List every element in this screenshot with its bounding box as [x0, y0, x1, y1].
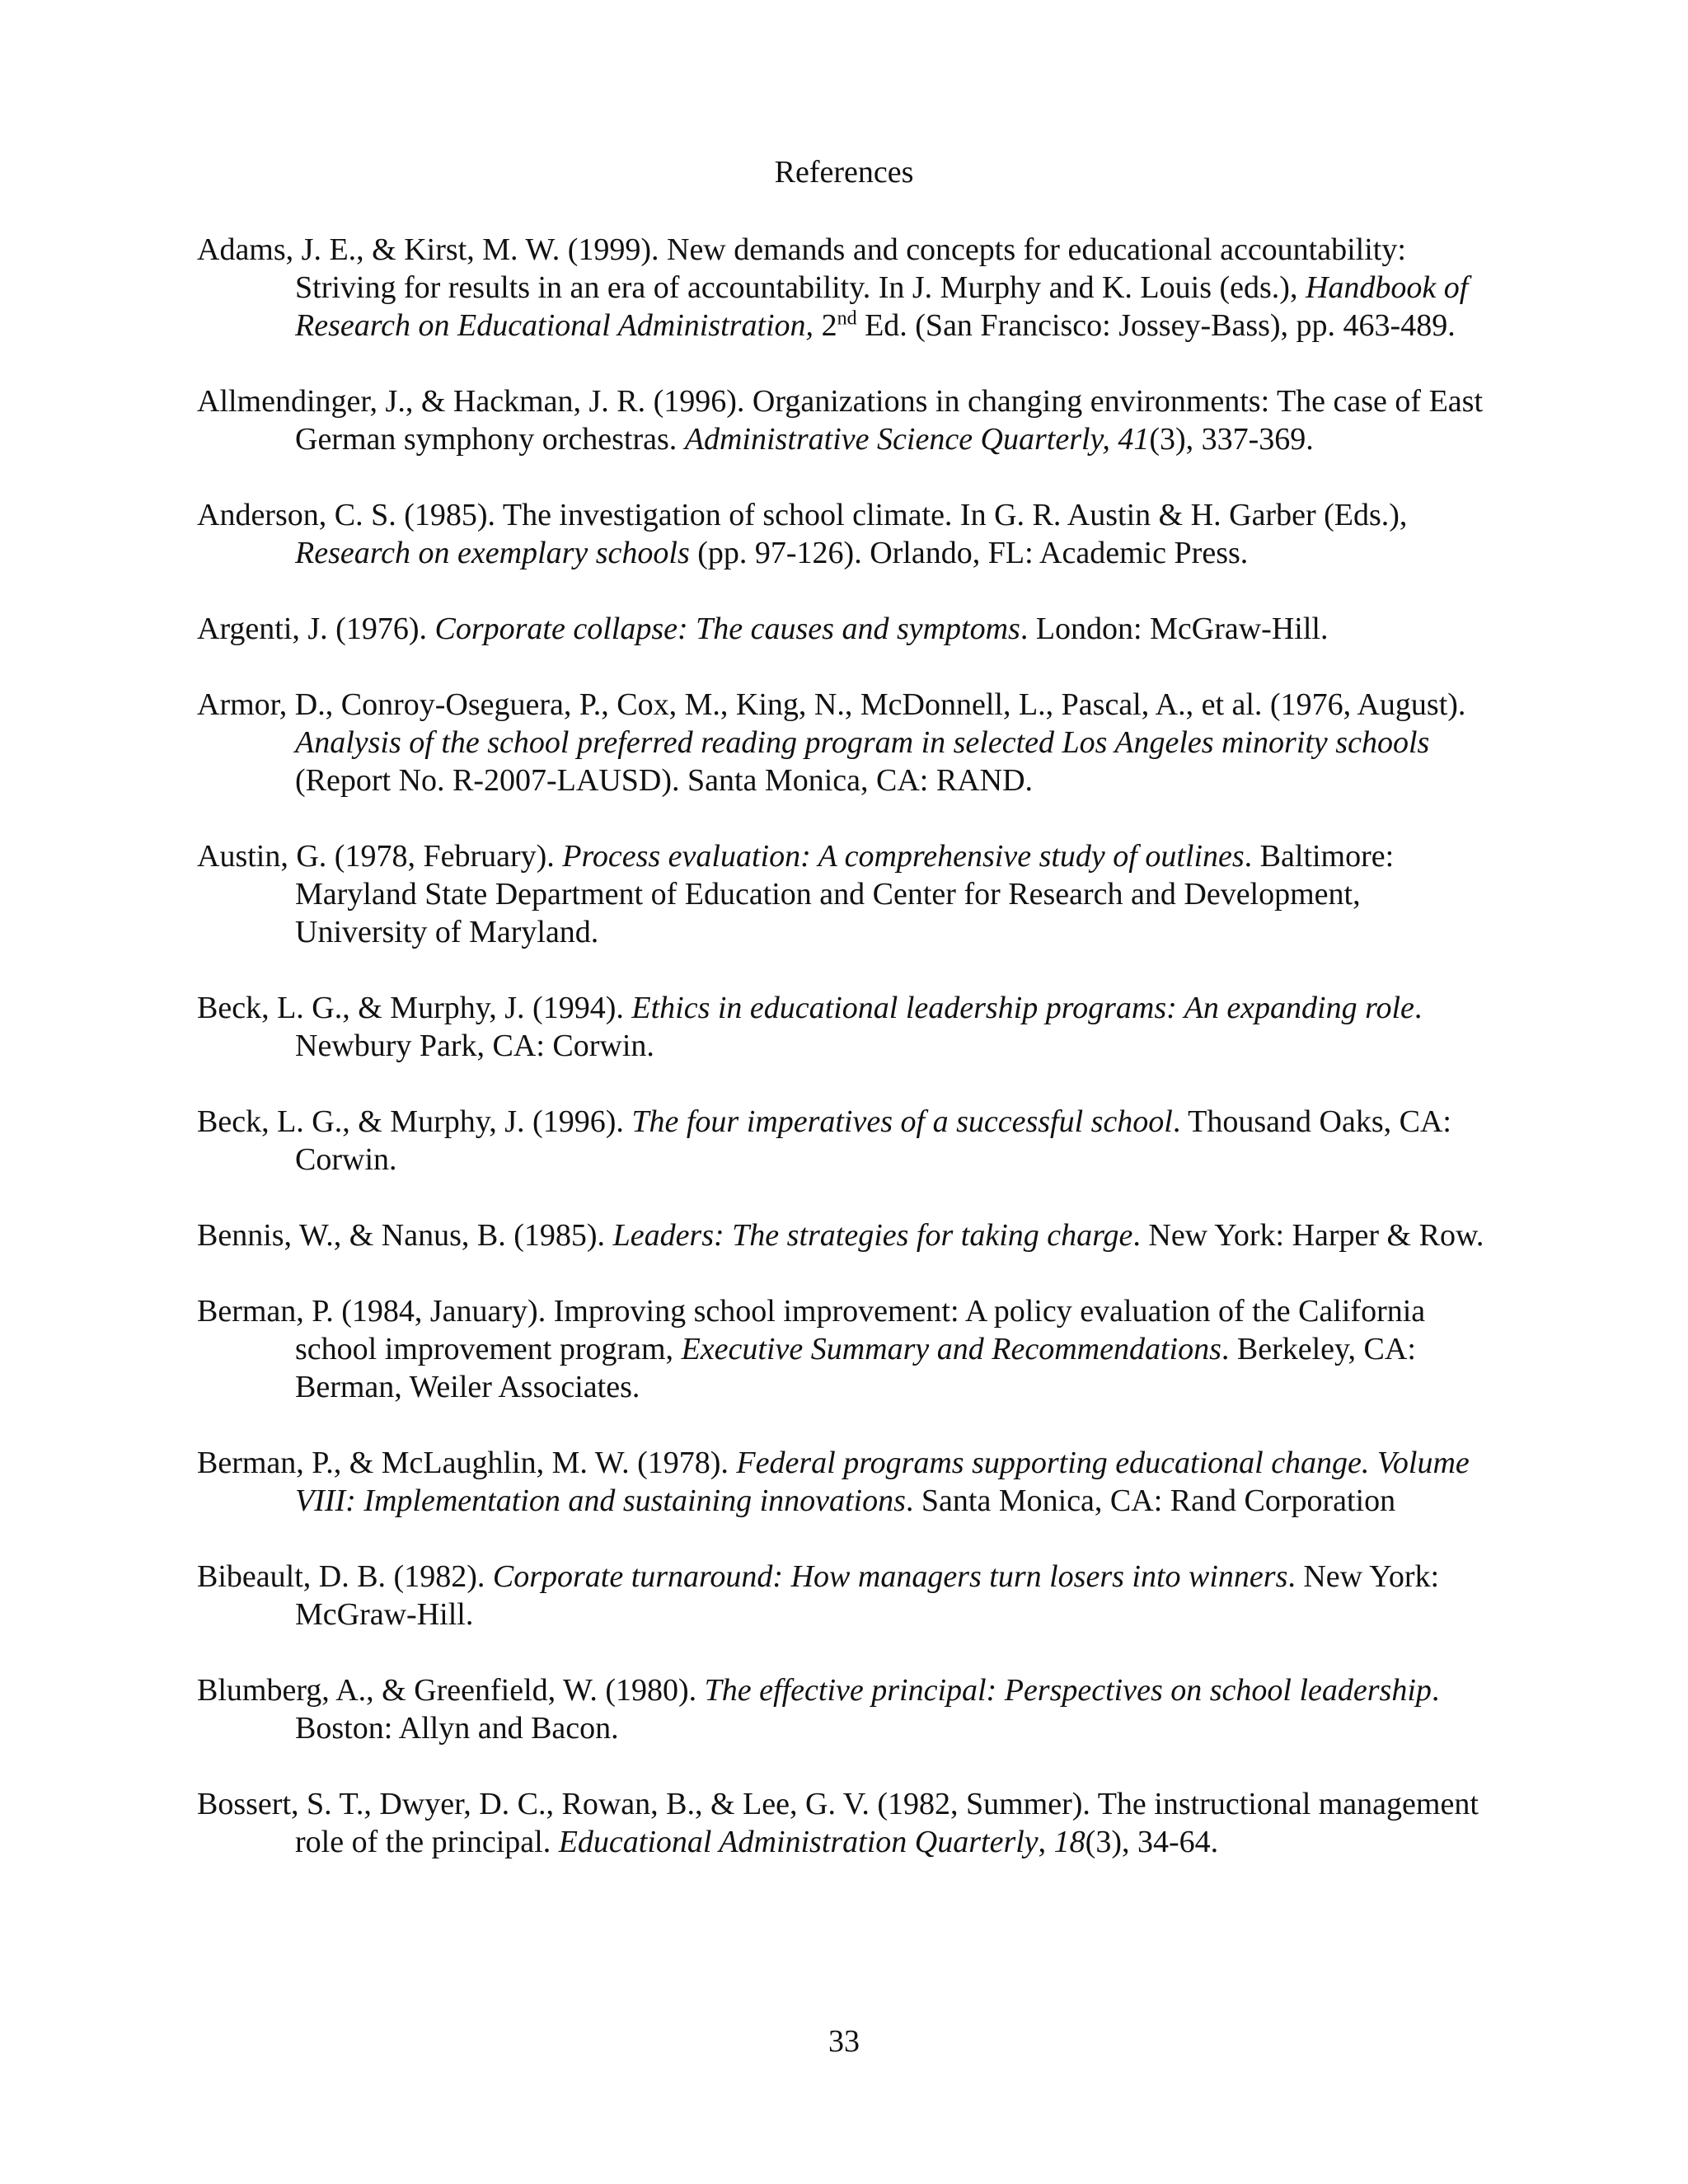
reference-berman-1984 [197, 1292, 1499, 1406]
reference-title-italic: Analysis of the school preferred reading program in selected Los Angeles minority schools [295, 725, 1430, 760]
reference-text: Berman, P., & McLaughlin, M. W. (1978). [197, 1446, 737, 1480]
reference-text: (pp. 97-126). Orlando, FL: Academic Press. [689, 536, 1249, 570]
reference-bennis-nanus-1985 [197, 1216, 1499, 1254]
volume-number-italic: 18 [1053, 1825, 1085, 1859]
reference-text: Austin, G. (1978, February). [197, 839, 563, 874]
reference-text: Blumberg, A., & Greenfield, W. (1980). [197, 1673, 705, 1708]
reference-beck-murphy-1994 [197, 989, 1499, 1065]
reference-argenti-1976 [197, 610, 1499, 648]
reference-text: 2 [814, 308, 837, 343]
reference-text: . Thousand Oaks, CA: Corwin. [295, 1104, 1451, 1177]
reference-text: . Berkeley, CA: Berman, Weiler Associates. [295, 1332, 1416, 1404]
reference-text: , [1038, 1825, 1054, 1859]
reference-text: (Report No. R-2007-LAUSD). Santa Monica, CA: RAND. [295, 763, 1034, 798]
reference-text: . New York: Harper & Row. [1132, 1218, 1484, 1253]
reference-text: . Baltimore: Maryland State Department of Education and Center for Research and Development, University of Maryland. [295, 839, 1395, 949]
reference-title-italic: Ethics in educational leadership programs: An expanding role [631, 991, 1414, 1025]
reference-title-italic: Federal programs supporting educational change. Volume VIII: Implementation and sustaining innovations [295, 1446, 1470, 1518]
reference-title-italic: Leaders: The strategies for taking charge [612, 1218, 1133, 1253]
reference-text: Beck, L. G., & Murphy, J. (1994). [197, 991, 632, 1025]
reference-anderson-1985 [197, 496, 1499, 572]
reference-title-italic: Executive Summary and Recommendations [681, 1332, 1221, 1366]
page-title: References [774, 155, 914, 190]
reference-list [197, 231, 1499, 1861]
page-number: 33 [828, 2024, 860, 2059]
reference-allmendinger-hackman-1996 [197, 382, 1499, 458]
reference-title-italic: Educational Administration Quarterly [558, 1825, 1039, 1859]
reference-text: Bibeault, D. B. (1982). [197, 1559, 493, 1594]
reference-text: Bennis, W., & Nanus, B. (1985). [197, 1218, 613, 1253]
reference-title-italic: Corporate collapse: The causes and symptoms [434, 612, 1020, 646]
reference-text: Allmendinger, J., & Hackman, J. R. (1996). Organizations in changing environments: The case of East German symphony orchestras. [197, 384, 1484, 457]
reference-bossert-1982 [197, 1785, 1499, 1861]
reference-title-italic: The effective principal: Perspectives on school leadership [704, 1673, 1432, 1708]
reference-bibeault-1982 [197, 1558, 1499, 1633]
reference-title-italic: Corporate turnaround: How managers turn losers into winners [492, 1559, 1288, 1594]
reference-title-italic: Administrative Science Quarterly, 41 [684, 422, 1150, 457]
reference-text: Beck, L. G., & Murphy, J. (1996). [197, 1104, 632, 1139]
reference-title-italic: Handbook of Research on Educational Administration, [295, 270, 1469, 343]
reference-title-italic: Research on exemplary schools [295, 536, 690, 570]
reference-title-italic: The four imperatives of a successful school [631, 1104, 1173, 1139]
reference-austin-1978 [197, 837, 1499, 951]
reference-adams-kirst-1999 [197, 231, 1499, 344]
reference-blumberg-greenfield-1980 [197, 1671, 1499, 1747]
reference-text: (3), 337-369. [1149, 422, 1314, 457]
reference-text: Anderson, C. S. (1985). The investigation of school climate. In G. R. Austin & H. Garber (Eds.), [197, 498, 1408, 532]
reference-text: Armor, D., Conroy-Oseguera, P., Cox, M., King, N., McDonnell, L., Pascal, A., et al. (1976, August). [197, 687, 1466, 722]
reference-text: (3), 34-64. [1085, 1825, 1219, 1859]
ordinal-superscript: nd [837, 307, 857, 330]
reference-text: Berman, P. (1984, January). Improving school improvement: A policy evaluation of the California school improvement program, [197, 1294, 1426, 1366]
reference-text: . Newbury Park, CA: Corwin. [295, 991, 1423, 1063]
reference-text: . Santa Monica, CA: Rand Corporation [905, 1483, 1396, 1518]
reference-text: . London: McGraw-Hill. [1020, 612, 1329, 646]
reference-text: . New York: McGraw-Hill. [295, 1559, 1440, 1632]
reference-title-italic: Process evaluation: A comprehensive study of outlines [562, 839, 1245, 874]
reference-text: Adams, J. E., & Kirst, M. W. (1999). New demands and concepts for educational accountability: Striving for results in an era of accountability. In J. Murphy and K. Louis (eds.), [197, 232, 1406, 305]
reference-armor-1976 [197, 686, 1499, 799]
reference-text: Ed. (San Francisco: Jossey-Bass), pp. 463-489. [856, 308, 1456, 343]
reference-beck-murphy-1996 [197, 1103, 1499, 1179]
reference-berman-mclaughlin-1978 [197, 1444, 1499, 1520]
reference-text: Bossert, S. T., Dwyer, D. C., Rowan, B., & Lee, G. V. (1982, Summer). The instructional management role of the principal. [197, 1787, 1479, 1859]
reference-text: Argenti, J. (1976). [197, 612, 435, 646]
reference-text: . Boston: Allyn and Bacon. [295, 1673, 1440, 1746]
